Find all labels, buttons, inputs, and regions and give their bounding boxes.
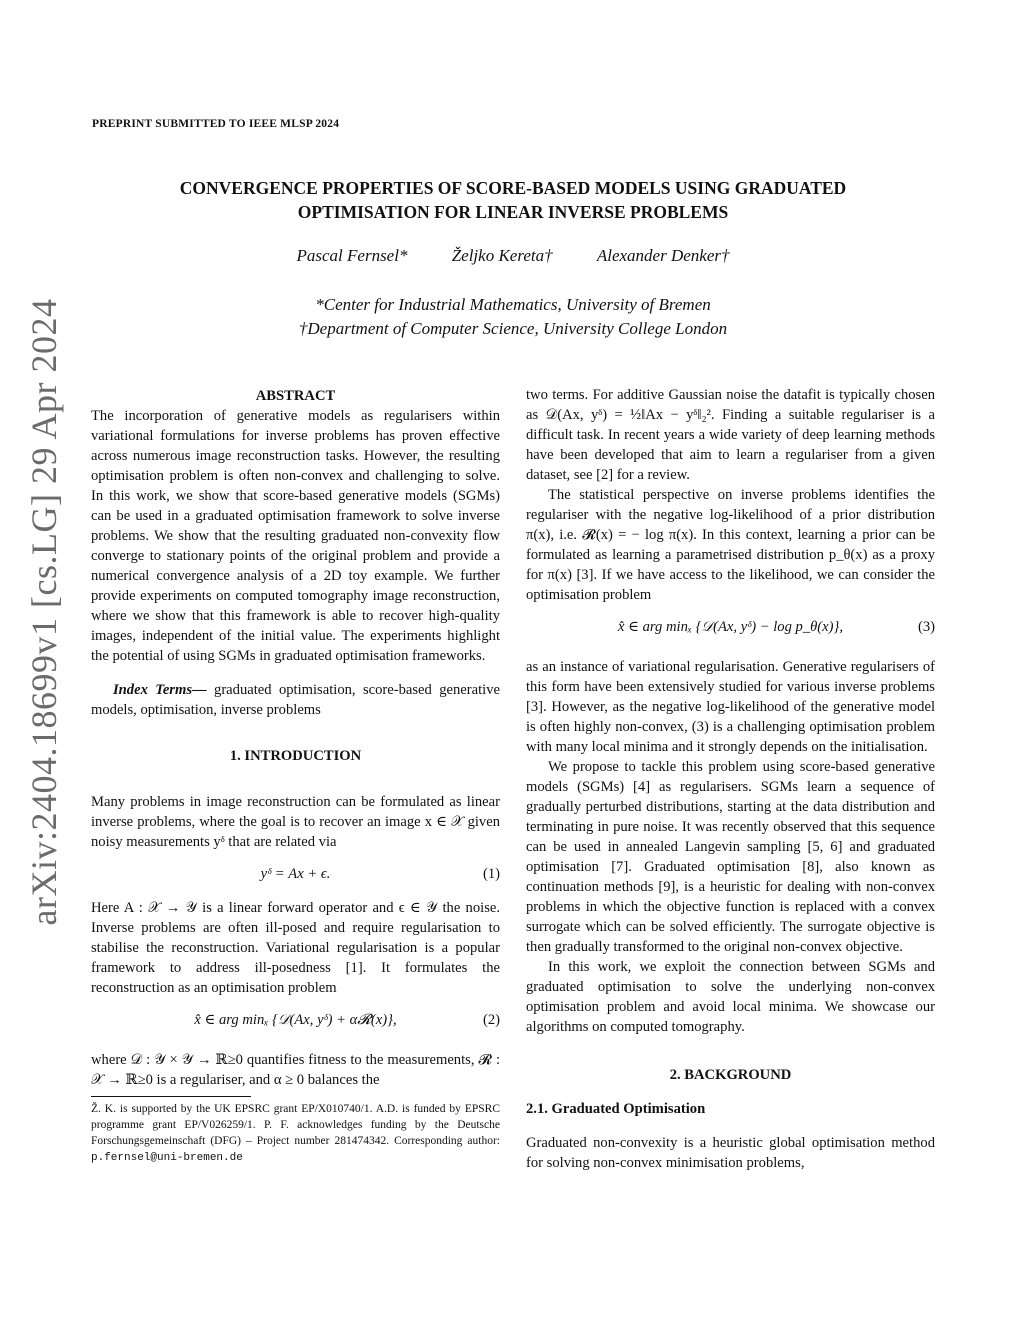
intro-paragraph-4: two terms. For additive Gaussian noise the datafit is typically chosen as 𝒟(Ax, yᵟ) = ½‖Ax − yᵟ‖₂². Finding a suitable regulariser is a difficult task. In recent years a wide variety of deep learning methods have been developed that aim to learn a regulariser from a given dataset, see [2] for a review. [526,387,935,483]
equation-3 [526,611,935,651]
affiliation-1: *Center for Industrial Mathematics, University of Bremen [315,295,711,314]
intro-paragraph-2: Here A : 𝒳 → 𝒴 is a linear forward operator and ϵ ∈ 𝒴 the noise. Inverse problems are often ill-posed and require regularisation to stabilise the reconstruction. Variational regularisation is a popular framework to address ill-posedness [1]. It formulates the reconstruction as an optimisation problem [91,900,500,996]
intro-paragraph-6: as an instance of variational regularisation. Generative regularisers of this form have been extensively studied for various inverse problems [3]. However, as the negative log-likelihood of the generative model is often highly non-convex, (3) is a challenging optimisation problem with many local minima and it strongly depends on the initialisation. [526,659,935,755]
footnote-rule [91,1096,251,1097]
intro-paragraph-3: where 𝒟 : 𝒴 × 𝒴 → ℝ≥0 quantifies fitness to the measurements, 𝓡 : 𝒳 → ℝ≥0 is a regulariser, and α ≥ 0 balances the [91,1052,500,1088]
equation-2 [91,1004,500,1044]
intro-paragraph-7: We propose to tackle this problem using score-based generative models (SGMs) [4] as regularisers. SGMs learn a sequence of gradually perturbed distributions, starting at the data distribution and terminating in pure noise. It was recently observed that this sequence can be used in annealed Langevin sampling [5, 6] and graduated optimisation [7]. Graduated optimisation [8], also known as continuation methods [9], is a heuristic for dealing with non-convex problems in which the objective function is replaced with a convex surrogate which can be solved efficiently. The surrogate objective is then gradually transformed to the original non-convex objective. [526,759,935,955]
arxiv-identifier[interactable]: arXiv:2404.18699v1 [cs.LG] 29 Apr 2024 [24,298,64,926]
intro-heading: 1. INTRODUCTION [229,748,362,764]
equation-3-body: x̂ ∈ arg minₓ {𝒟(Ax, yᵟ) − log p_θ(x)}, [618,619,843,635]
index-terms-text: graduated optimisation, score-based generative models, optimisation, inverse problems [91,682,500,718]
author-3: Alexander Denker† [596,246,730,265]
left-column [91,385,500,1166]
author-list [92,246,934,266]
footnote-text: Ž. K. is supported by the UK EPSRC grant EP/X010740/1. A.D. is funded by EPSRC programme grant EP/V026259/1. P. F. acknowledges funding by the Deutsche Forschungsgemeinschaft (DFG) – Project number 281474342. Corresponding author: [91,1103,500,1147]
equation-1-body: yᵟ = Ax + ϵ. [260,866,331,882]
abstract-heading: ABSTRACT [255,388,336,404]
equation-2-number: (2) [482,1012,500,1028]
index-terms [91,680,500,720]
abstract-text: The incorporation of generative models as regularisers within variational formulations for inverse problems has proven effective across numerous image reconstruction tasks. However, the resulting optimisation problem is often non-convex and challenging to solve. In this work, we show that score-based generative models (SGMs) can be used in a graduated optimisation framework to solve inverse problems. We show that the resulting graduated non-convexity flow converge to stationary points of the original problem and provide a numerical convergence analysis of a 2D toy example. We further provide experiments on computed tomography image reconstruction, where we show that this framework is able to recover high-quality images, independent of the initial value. The experiments highlight the potential of using SGMs in graduated optimisation frameworks. [91,408,500,664]
author-1: Pascal Fernsel* [296,246,408,265]
intro-paragraph-8: In this work, we exploit the connection between SGMs and graduated optimisation to solve the underlying non-convex optimisation problem and avoid local minima. We showcase our algorithms on computed tomography. [526,959,935,1035]
title-line-2: OPTIMISATION FOR LINEAR INVERSE PROBLEMS [297,202,729,222]
graduated-optimisation-subheading: 2.1. Graduated Optimisation [526,1101,706,1117]
equation-1-number: (1) [482,866,500,882]
affiliations [92,293,934,341]
intro-paragraph-1: Many problems in image reconstruction can be formulated as linear inverse problems, where the goal is to recover an image x ∈ 𝒳 given noisy measurements yᵟ that are related via [91,794,500,850]
equation-3-number: (3) [917,619,935,635]
background-paragraph-1: Graduated non-convexity is a heuristic global optimisation method for solving non-convex minimisation problems, [526,1135,935,1171]
index-terms-label: Index Terms— [113,682,207,698]
right-column [526,385,935,1173]
equation-2-body: x̂ ∈ arg minₓ {𝒟(Ax, yᵟ) + α𝓡(x)}, [194,1012,397,1028]
background-heading: 2. BACKGROUND [669,1067,792,1083]
equation-1 [91,858,500,892]
footnote [91,1101,500,1166]
title-line-1: CONVERGENCE PROPERTIES OF SCORE-BASED MODELS USING GRADUATED [179,178,847,198]
intro-paragraph-5: The statistical perspective on inverse problems identifies the regulariser with the negative log-likelihood of a prior distribution π(x), i.e. 𝓡(x) = − log π(x). In this context, learning a prior can be formulated as learning a parametrised distribution p_θ(x) as a proxy for π(x) [3]. If we have access to the likelihood, we can consider the optimisation problem [526,487,935,603]
author-2: Željko Kereta† [451,246,553,265]
affiliation-2: †Department of Computer Science, University College London [298,319,728,338]
preprint-header: PREPRINT SUBMITTED TO IEEE MLSP 2024 [92,118,340,130]
corresponding-email[interactable]: p.fernsel@uni-bremen.de [91,1152,243,1164]
paper-title [92,176,934,224]
